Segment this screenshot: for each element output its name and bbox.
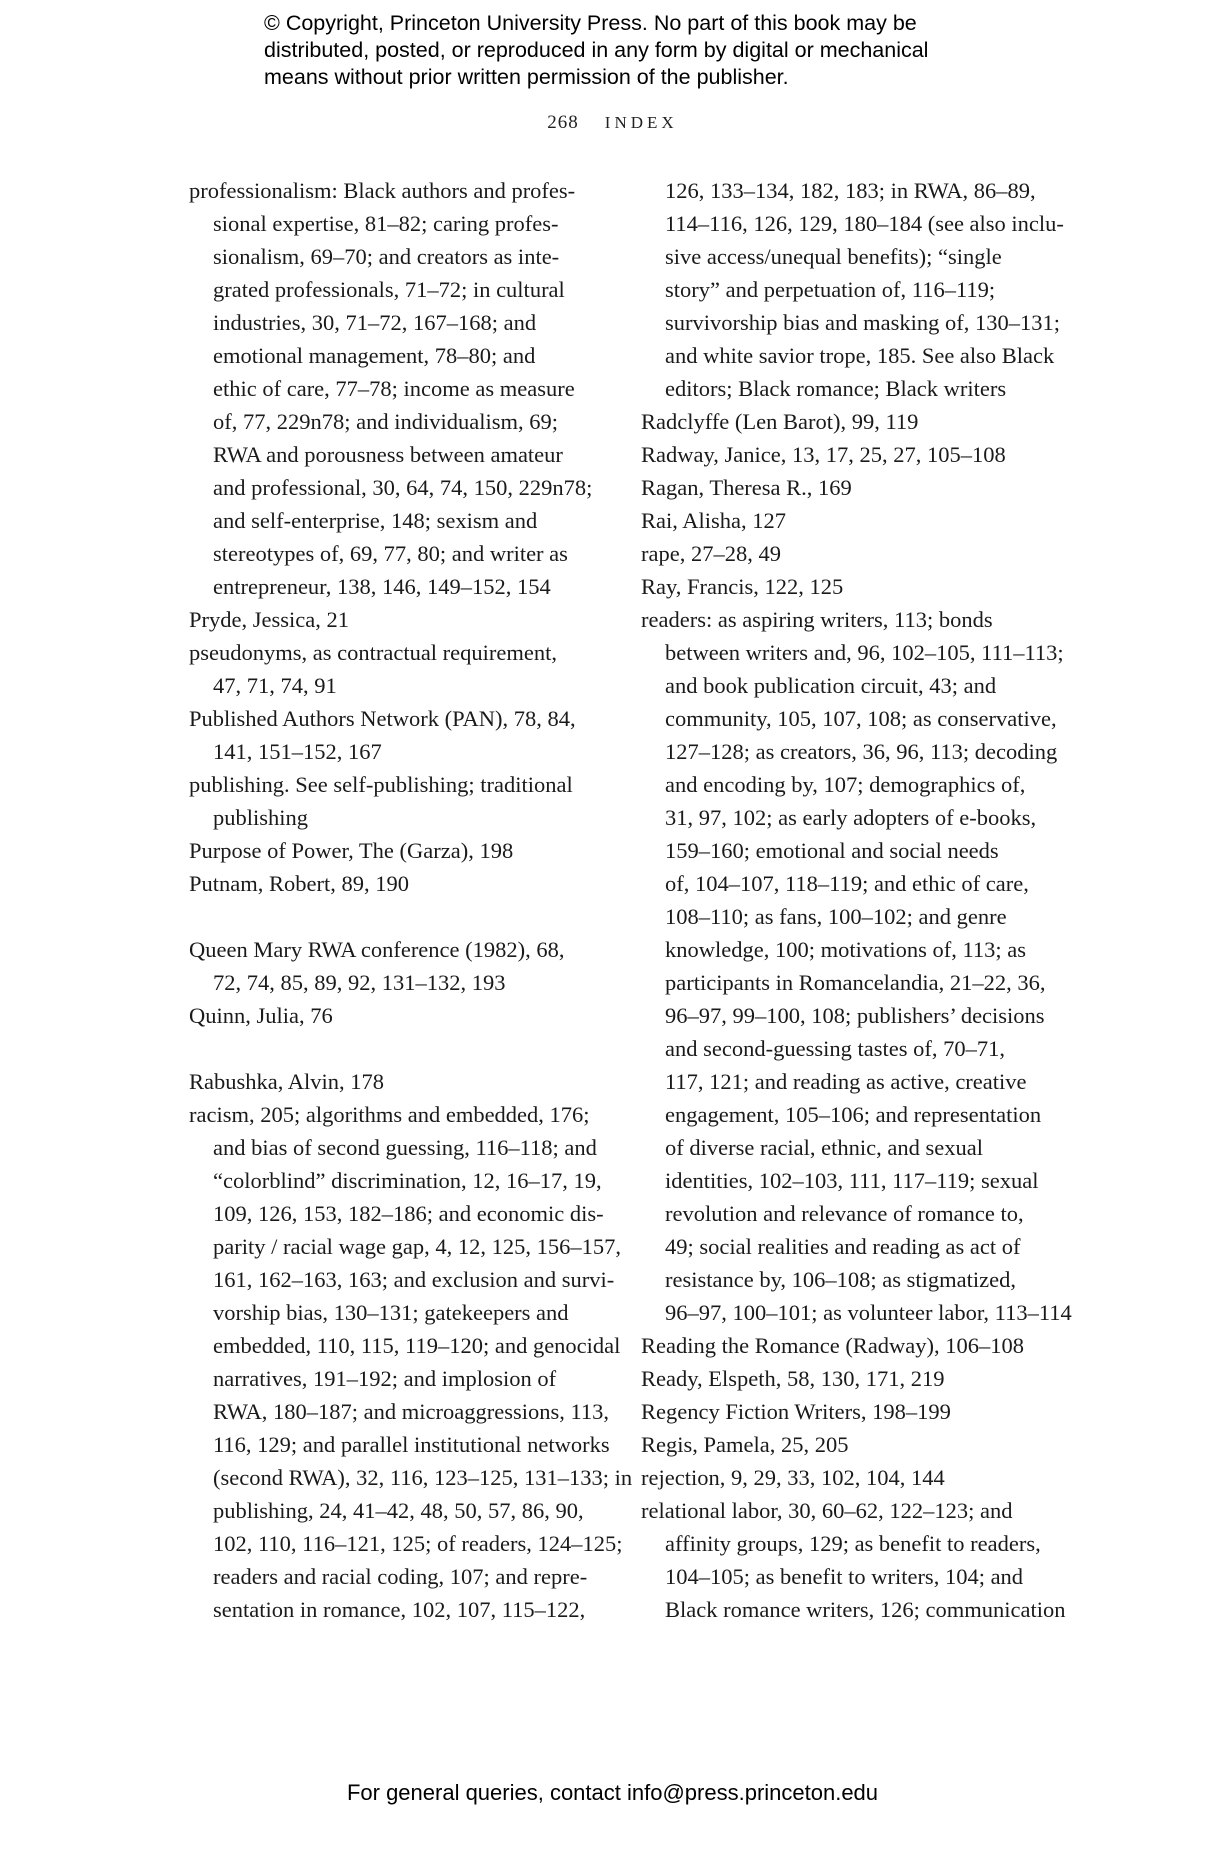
index-line: and second-guessing tastes of, 70–71, [665,1036,1005,1061]
index-line: pseudonyms, as contractual requirement, [189,640,558,665]
copyright-line: means without prior written permission of the publisher. [264,65,789,89]
section-title: INDEX [604,113,678,132]
copyright-line: distributed, posted, or reproduced in any form by digital or mechanical [264,38,929,62]
index-line: 141, 151–152, 167 [213,739,382,764]
index-line: engagement, 105–106; and representation [665,1102,1042,1127]
index-line: sionalism, 69–70; and creators as inte- [213,244,560,269]
index-line: grated professionals, 71–72; in cultural [213,277,565,302]
index-line: Black romance writers, 126; communication [665,1597,1066,1622]
index-line: rape, 27–28, 49 [641,541,781,566]
index-line: 72, 74, 85, 89, 92, 131–132, 193 [213,970,506,995]
index-line: Ray, Francis, 122, 125 [641,574,844,599]
index-line: stereotypes of, 69, 77, 80; and writer as [213,541,568,566]
index-line: 109, 126, 153, 182–186; and economic dis- [213,1201,604,1226]
index-line: Regis, Pamela, 25, 205 [641,1432,849,1457]
index-line: of diverse racial, ethnic, and sexual [665,1135,983,1160]
index-line: sentation in romance, 102, 107, 115–122, [213,1597,586,1622]
index-line: 108–110; as fans, 100–102; and genre [665,904,1007,929]
index-line: Reading the Romance (Radway), 106–108 [641,1333,1025,1358]
index-line: parity / racial wage gap, 4, 12, 125, 156–157, [213,1234,622,1259]
index-line: knowledge, 100; motivations of, 113; as [665,937,1026,962]
index-line: between writers and, 96, 102–105, 111–113; [665,640,1064,665]
index-line: 114–116, 126, 129, 180–184 (see also inclu- [665,211,1064,236]
page-number: 268 [547,112,579,133]
index-line: and bias of second guessing, 116–118; and [213,1135,597,1160]
index-line: Radclyffe (Len Barot), 99, 119 [641,409,919,434]
index-line: identities, 102–103, 111, 117–119; sexual [665,1168,1039,1193]
index-line: sive access/unequal benefits); “single [665,244,1002,269]
running-head [0,112,1225,134]
index-line: professionalism: Black authors and profes- [189,178,576,203]
index-line: Regency Fiction Writers, 198–199 [641,1399,951,1424]
index-line: publishing, 24, 41–42, 48, 50, 57, 86, 90, [213,1498,584,1523]
index-line: 49; social realities and reading as act of [665,1234,1021,1259]
index-line: entrepreneur, 138, 146, 149–152, 154 [213,574,551,599]
index-line: 126, 133–134, 182, 183; in RWA, 86–89, [665,178,1036,203]
index-line: story” and perpetuation of, 116–119; [665,277,996,302]
section-gap [189,900,609,933]
index-line: of, 104–107, 118–119; and ethic of care, [665,871,1029,896]
index-column-right [641,174,1072,1626]
index-line: (second RWA), 32, 116, 123–125, 131–133; in [213,1465,633,1490]
index-line: rejection, 9, 29, 33, 102, 104, 144 [641,1465,945,1490]
index-line: 161, 162–163, 163; and exclusion and survi- [213,1267,615,1292]
index-line: readers and racial coding, 107; and repre- [213,1564,588,1589]
index-line: and professional, 30, 64, 74, 150, 229n78; [213,475,593,500]
index-line: “colorblind” discrimination, 12, 16–17, 19, [213,1168,602,1193]
index-line: Pryde, Jessica, 21 [189,607,349,632]
index-line: and self-enterprise, 148; sexism and [213,508,538,533]
index-line: industries, 30, 71–72, 167–168; and [213,310,537,335]
index-line: ethic of care, 77–78; income as measure [213,376,575,401]
index-line: editors; Black romance; Black writers [665,376,1007,401]
index-line: Quinn, Julia, 76 [189,1003,333,1028]
index-line: participants in Romancelandia, 21–22, 36, [665,970,1046,995]
index-line: Published Authors Network (PAN), 78, 84, [189,706,576,731]
index-line: Rabushka, Alvin, 178 [189,1069,384,1094]
index-line: Putnam, Robert, 89, 190 [189,871,409,896]
index-line: Rai, Alisha, 127 [641,508,786,533]
index-line: 102, 110, 116–121, 125; of readers, 124–125; [213,1531,623,1556]
index-line: and white savior trope, 185. See also Black [665,343,1055,368]
index-column-left [189,174,633,1626]
index-line: emotional management, 78–80; and [213,343,536,368]
index-line: Ready, Elspeth, 58, 130, 171, 219 [641,1366,945,1391]
copyright-notice [264,10,1024,91]
index-line: community, 105, 107, 108; as conservative, [665,706,1057,731]
index-line: 104–105; as benefit to writers, 104; and [665,1564,1024,1589]
index-line: 159–160; emotional and social needs [665,838,999,863]
index-line: affinity groups, 129; as benefit to readers, [665,1531,1041,1556]
section-gap [189,1032,609,1065]
index-line: relational labor, 30, 60–62, 122–123; and [641,1498,1013,1523]
index-line: Radway, Janice, 13, 17, 25, 27, 105–108 [641,442,1006,467]
index-line: 96–97, 100–101; as volunteer labor, 113–114 [665,1300,1072,1325]
index-line: Purpose of Power, The (Garza), 198 [189,838,514,863]
index-line: 127–128; as creators, 36, 96, 113; decoding [665,739,1058,764]
index-line: publishing [213,805,309,830]
index-line: vorship bias, 130–131; gatekeepers and [213,1300,569,1325]
index-line: 47, 71, 74, 91 [213,673,337,698]
index-line: RWA and porousness between amateur [213,442,563,467]
index-line: and book publication circuit, 43; and [665,673,997,698]
index-line: survivorship bias and masking of, 130–131; [665,310,1060,335]
index-line: 117, 121; and reading as active, creative [665,1069,1027,1094]
index-line: 31, 97, 102; as early adopters of e-books, [665,805,1037,830]
index-line: resistance by, 106–108; as stigmatized, [665,1267,1016,1292]
index-line: Queen Mary RWA conference (1982), 68, [189,937,565,962]
index-line: Ragan, Theresa R., 169 [641,475,852,500]
index-line: sional expertise, 81–82; caring profes- [213,211,559,236]
contact-footer: For general queries, contact info@press.princeton.edu [346,1780,879,1805]
index-line: publishing. See self-publishing; traditional [189,772,573,797]
index-line: narratives, 191–192; and implosion of [213,1366,557,1391]
index-line: embedded, 110, 115, 119–120; and genocidal [213,1333,621,1358]
index-line: RWA, 180–187; and microaggressions, 113, [213,1399,610,1424]
copyright-line: © Copyright, Princeton University Press. No part of this book may be [264,11,917,35]
index-line: 116, 129; and parallel institutional networks [213,1432,610,1457]
index-line: 96–97, 99–100, 108; publishers’ decisions [665,1003,1045,1028]
index-line: and encoding by, 107; demographics of, [665,772,1026,797]
index-line: revolution and relevance of romance to, [665,1201,1024,1226]
index-line: racism, 205; algorithms and embedded, 176; [189,1102,590,1127]
index-line: of, 77, 229n78; and individualism, 69; [213,409,558,434]
index-line: readers: as aspiring writers, 113; bonds [641,607,993,632]
